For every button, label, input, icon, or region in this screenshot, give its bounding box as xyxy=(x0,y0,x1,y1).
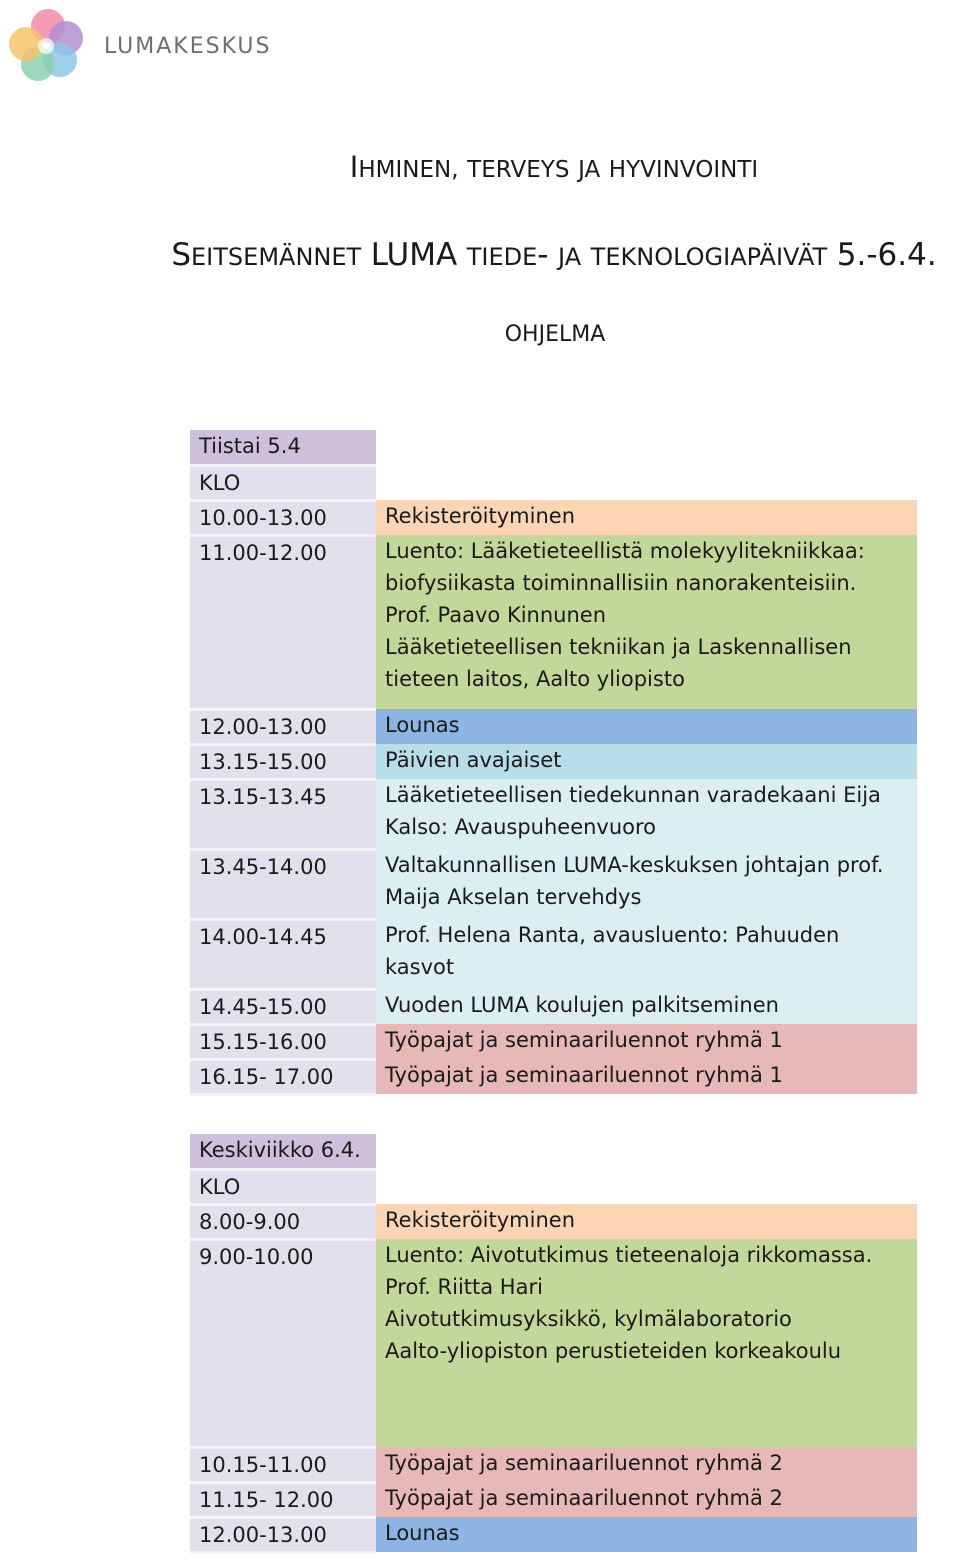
event-cell: Työpajat ja seminaariluennot ryhmä 2 xyxy=(376,1447,917,1482)
event-cell: Rekisteröityminen xyxy=(376,500,917,535)
schedule-row xyxy=(190,500,917,535)
lumakeskus-logo xyxy=(6,4,296,88)
event-cell: Rekisteröityminen xyxy=(376,1204,917,1239)
time-cell: 13.45-14.00 xyxy=(190,849,376,919)
event-cell: Prof. Helena Ranta, avausluento: Pahuuden kasvot xyxy=(376,919,917,989)
klo-label: KLO xyxy=(190,465,376,500)
time-cell: 14.45-15.00 xyxy=(190,989,376,1024)
time-cell: 14.00-14.45 xyxy=(190,919,376,989)
event-cell: Päivien avajaiset xyxy=(376,744,917,779)
event-cell: Työpajat ja seminaariluennot ryhmä 1 xyxy=(376,1024,917,1059)
flower-logo-icon xyxy=(6,4,96,88)
schedule-row xyxy=(190,709,917,744)
schedule-row xyxy=(190,744,917,779)
event-cell: Luento: Lääketieteellistä molekyylitekniikkaa: biofysiikasta toiminnallisiin nanorakenteisiin. Prof. Paavo Kinnunen Lääketieteellisen tekniikan ja Laskennallisen tieteen laitos, Aalto yliopisto xyxy=(376,535,917,709)
program-heading: OHJELMA xyxy=(504,322,606,347)
event-cell: Työpajat ja seminaariluennot ryhmä 2 xyxy=(376,1482,917,1517)
time-cell: 16.15- 17.00 xyxy=(190,1059,376,1094)
klo-label: KLO xyxy=(190,1169,376,1204)
time-cell: 13.15-15.00 xyxy=(190,744,376,779)
schedule-row xyxy=(190,1204,917,1239)
event-cell: Vuoden LUMA koulujen palkitseminen xyxy=(376,989,917,1024)
schedule-row xyxy=(190,1059,917,1094)
schedule-row xyxy=(190,849,917,919)
day-header: Keskiviikko 6.4. xyxy=(190,1134,376,1169)
page-title xyxy=(92,150,960,184)
wednesday-schedule xyxy=(190,1134,917,1554)
schedule-row xyxy=(190,1447,917,1482)
page-title-text: IHMINEN, TERVEYS JA HYVINVOINTI xyxy=(349,150,759,184)
schedule-row xyxy=(190,919,917,989)
schedule-row xyxy=(190,779,917,849)
page-subtitle xyxy=(0,237,960,273)
time-cell: 11.00-12.00 xyxy=(190,535,376,709)
time-cell: 13.15-13.45 xyxy=(190,779,376,849)
day-header: Tiistai 5.4 xyxy=(190,430,376,465)
logo-text: LUMAKESKUS xyxy=(104,34,272,59)
schedule-row xyxy=(190,1024,917,1059)
time-cell: 10.00-13.00 xyxy=(190,500,376,535)
schedule-row xyxy=(190,989,917,1024)
schedule-row xyxy=(190,1482,917,1517)
page-subtitle-text: SEITSEMÄNNET LUMA TIEDE- JA TEKNOLOGIAPÄIVÄT 5.-6.4. xyxy=(171,237,937,273)
event-cell: Työpajat ja seminaariluennot ryhmä 1 xyxy=(376,1059,917,1094)
time-cell: 12.00-13.00 xyxy=(190,709,376,744)
time-cell: 11.15- 12.00 xyxy=(190,1482,376,1517)
time-cell: 10.15-11.00 xyxy=(190,1447,376,1482)
time-cell: 12.00-13.00 xyxy=(190,1517,376,1552)
event-cell: Lääketieteellisen tiedekunnan varadekaani Eija Kalso: Avauspuheenvuoro xyxy=(376,779,917,849)
event-cell: Valtakunnallisen LUMA-keskuksen johtajan prof. Maija Akselan tervehdys xyxy=(376,849,917,919)
schedule-row xyxy=(190,1239,917,1447)
tuesday-schedule xyxy=(190,430,917,1096)
event-cell: Luento: Aivotutkimus tieteenaloja rikkomassa. Prof. Riitta Hari Aivotutkimusyksikkö, kylmälaboratorio Aalto-yliopiston perustieteiden korkeakoulu xyxy=(376,1239,917,1447)
event-cell: Lounas xyxy=(376,1517,917,1552)
event-cell: Lounas xyxy=(376,709,917,744)
time-cell: 15.15-16.00 xyxy=(190,1024,376,1059)
schedule-row xyxy=(190,535,917,709)
schedule-row xyxy=(190,1517,917,1552)
time-cell: 8.00-9.00 xyxy=(190,1204,376,1239)
time-cell: 9.00-10.00 xyxy=(190,1239,376,1447)
